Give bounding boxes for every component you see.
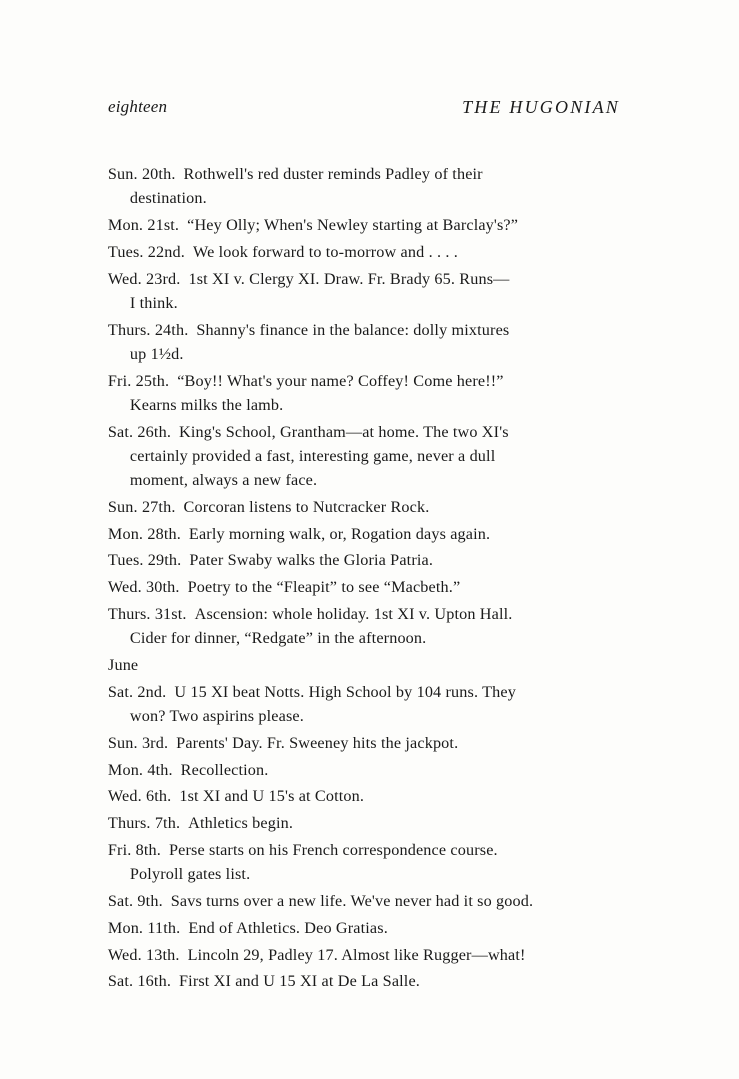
entry-text: Shanny's finance in the balance: dolly mixtures bbox=[196, 320, 510, 339]
diary-entry bbox=[108, 213, 636, 237]
entry-text: King's School, Grantham—at home. The two XI's bbox=[179, 422, 509, 441]
entry-text-continued: destination. bbox=[129, 189, 207, 208]
entry-date: Tues. 22nd. bbox=[107, 242, 185, 261]
diary-entry bbox=[108, 680, 636, 728]
entry-date: Sun. 27th. bbox=[107, 497, 176, 516]
entry-text-continued: moment, always a new face. bbox=[129, 471, 318, 489]
entry-text: 1st XI and U 15's at Cotton. bbox=[179, 787, 365, 806]
running-header bbox=[108, 97, 620, 123]
diary-entry bbox=[108, 369, 636, 417]
entry-text-continued: Cider for dinner, “Redgate” in the afternoon. bbox=[129, 629, 427, 648]
entry-text: U 15 XI beat Notts. High School by 104 runs. They bbox=[174, 682, 516, 701]
entry-date: Sat. 2nd. bbox=[107, 682, 167, 701]
entry-text: Rothwell's red duster reminds Padley of their bbox=[183, 165, 483, 183]
entry-text: We look forward to to-morrow and . . . . bbox=[192, 242, 458, 261]
month-heading: June bbox=[108, 655, 139, 674]
entry-text: End of Athletics. Deo Gratias. bbox=[188, 918, 388, 937]
entry-date: Fri. 25th. bbox=[107, 371, 170, 390]
entry-text: 1st XI v. Clergy XI. Draw. Fr. Brady 65. Runs— bbox=[188, 269, 510, 288]
diary-entry bbox=[108, 969, 636, 993]
entry-date: Tues. 29th. bbox=[107, 551, 182, 570]
diary-entry bbox=[108, 495, 636, 519]
entry-text: Perse starts on his French correspondence course. bbox=[168, 840, 498, 859]
entry-text: Corcoran listens to Nutcracker Rock. bbox=[183, 497, 430, 516]
entry-date: Sun. 20th. bbox=[107, 165, 176, 183]
diary-entry bbox=[108, 838, 636, 886]
entry-date: Wed. 30th. bbox=[107, 578, 180, 597]
entry-text: Poetry to the “Fleapit” to see “Macbeth.” bbox=[187, 578, 461, 597]
entry-date: Mon. 28th. bbox=[107, 524, 181, 543]
entry-date: Wed. 23rd. bbox=[107, 269, 181, 288]
entry-date: Mon. 21st. bbox=[107, 216, 180, 234]
entry-text: Lincoln 29, Padley 17. Almost like Rugger—what! bbox=[187, 945, 526, 964]
diary-entry bbox=[108, 758, 636, 782]
entry-date: Fri. 8th. bbox=[107, 840, 161, 859]
entry-date: Sun. 3rd. bbox=[107, 733, 169, 752]
diary-entry bbox=[108, 602, 636, 650]
diary-entry bbox=[108, 522, 636, 546]
entry-date: Sat. 9th. bbox=[107, 891, 163, 910]
entry-date: Thurs. 7th. bbox=[107, 814, 181, 833]
entry-text: Ascension: whole holiday. 1st XI v. Upton Hall. bbox=[194, 604, 513, 623]
entry-date: Thurs. 24th. bbox=[107, 320, 189, 339]
journal-title: THE HUGONIAN bbox=[462, 97, 620, 117]
diary-entry bbox=[108, 731, 636, 755]
entry-text: Pater Swaby walks the Gloria Patria. bbox=[189, 551, 434, 570]
entry-text-continued: Kearns milks the lamb. bbox=[129, 395, 284, 414]
entry-date: Sat. 26th. bbox=[107, 422, 172, 441]
entry-text-continued: Polyroll gates list. bbox=[129, 865, 251, 884]
diary-entry bbox=[108, 784, 636, 808]
diary-entry bbox=[108, 162, 636, 210]
entry-text-continued: won? Two aspirins please. bbox=[129, 706, 304, 725]
entry-text: Savs turns over a new life. We've never had it so good. bbox=[170, 891, 534, 910]
diary-entry bbox=[108, 943, 636, 967]
diary-entry bbox=[108, 420, 636, 493]
diary-entry bbox=[108, 575, 636, 599]
diary-entry bbox=[108, 240, 636, 264]
entry-text: “Boy!! What's your name? Coffey! Come here!!” bbox=[177, 371, 504, 390]
entry-text-continued: certainly provided a fast, interesting game, never a dull bbox=[129, 446, 496, 465]
entry-date: Mon. 4th. bbox=[107, 760, 173, 779]
entry-date: Mon. 11th. bbox=[107, 918, 181, 937]
diary-entry bbox=[108, 267, 636, 315]
entry-date: Wed. 6th. bbox=[107, 787, 172, 806]
entry-text-continued: up 1½d. bbox=[129, 344, 184, 363]
entry-text: Early morning walk, or, Rogation days again. bbox=[188, 524, 491, 543]
diary-entry bbox=[108, 811, 636, 835]
diary-entry bbox=[108, 318, 636, 366]
diary-entry bbox=[108, 916, 636, 940]
entry-text: “Hey Olly; When's Newley starting at Barclay's?” bbox=[187, 216, 519, 234]
entry-text: First XI and U 15 XI at De La Salle. bbox=[179, 972, 420, 991]
diary-entries bbox=[108, 162, 636, 996]
entry-date: Wed. 13th. bbox=[107, 945, 180, 964]
page-number-label: eighteen bbox=[108, 97, 168, 116]
entry-text: Parents' Day. Fr. Sweeney hits the jackpot. bbox=[176, 733, 459, 752]
entry-text-continued: I think. bbox=[129, 293, 178, 312]
entry-text: Recollection. bbox=[180, 760, 269, 779]
entry-date: Sat. 16th. bbox=[107, 972, 172, 991]
diary-entry bbox=[108, 548, 636, 572]
entry-text: Athletics begin. bbox=[188, 814, 294, 833]
entry-date: Thurs. 31st. bbox=[107, 604, 187, 623]
diary-entry bbox=[108, 889, 636, 913]
